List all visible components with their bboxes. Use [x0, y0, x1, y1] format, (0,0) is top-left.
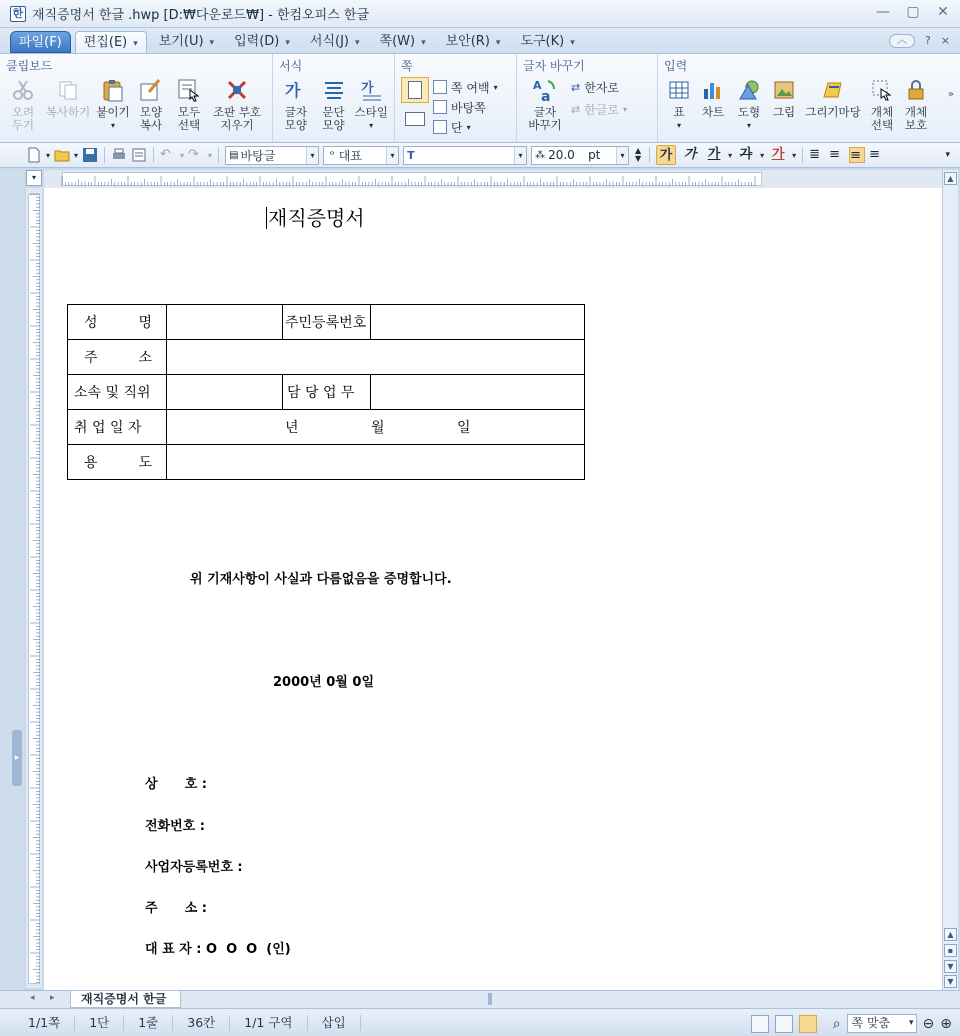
- company-name-label: 상 호 :: [145, 777, 207, 792]
- chevron-down-icon: ▾: [110, 121, 115, 130]
- group-clipboard: [0, 54, 273, 142]
- copy-icon: [55, 77, 81, 103]
- hscroll-thumb[interactable]: [488, 993, 492, 1005]
- print-preview-icon[interactable]: [131, 147, 147, 163]
- to-hangul-label: 한글로: [584, 102, 619, 117]
- toolbar-separator: [153, 147, 154, 163]
- representative-label: 대 표 자 : O O O (인): [145, 942, 291, 957]
- style-label: 스타일: [354, 105, 388, 119]
- label-char: 도: [138, 455, 152, 471]
- page-margin-label: 쪽 여백: [451, 80, 490, 95]
- erase-marks-label: 조판 부호 지우기: [212, 105, 262, 132]
- status-bar: [0, 1008, 960, 1036]
- print-icon[interactable]: [111, 147, 127, 163]
- table-row: [68, 340, 585, 375]
- status-line: 1줄: [124, 1015, 173, 1031]
- status-column: 1단: [75, 1015, 124, 1031]
- hanja-icon: ⇄: [571, 80, 581, 94]
- align-center-icon[interactable]: ≡: [849, 147, 865, 163]
- group-format: [273, 54, 395, 142]
- style-combo[interactable]: [225, 146, 319, 165]
- chevron-down-icon: ▾: [676, 121, 681, 130]
- page-setup-button[interactable]: [401, 77, 429, 103]
- page-large-icons: [401, 77, 429, 131]
- table-cell-duty-value[interactable]: [371, 375, 585, 410]
- help-button[interactable]: ?: [924, 34, 931, 47]
- month-label: 월: [371, 420, 385, 436]
- menu-insert[interactable]: [226, 31, 298, 53]
- erase-marks-icon: [224, 77, 250, 103]
- table-row: [68, 410, 585, 445]
- group-page: [395, 54, 517, 142]
- minimize-button[interactable]: —: [876, 4, 890, 20]
- formatting-toolbar: [0, 143, 960, 168]
- label-char: 소: [138, 350, 152, 366]
- ribbon: [0, 53, 960, 143]
- object-select-label: 개체 선택: [870, 105, 894, 132]
- menu-right-controls: [889, 34, 950, 48]
- status-insert-mode[interactable]: 삽입: [308, 1015, 361, 1031]
- view-controls: [751, 1014, 952, 1033]
- columns-label: 단: [451, 120, 463, 135]
- group-title-page: 쪽: [401, 59, 413, 73]
- char-shape-icon: [283, 77, 309, 103]
- select-all-button[interactable]: [172, 77, 206, 132]
- toolbar-separator: [649, 147, 650, 163]
- left-pane: [0, 170, 24, 990]
- group-char-convert: [517, 54, 658, 142]
- para-shape-icon: [321, 77, 347, 103]
- draw-gallery-icon: [820, 77, 846, 103]
- company-address-label: 주 소 :: [145, 901, 207, 916]
- font-color-button[interactable]: 가: [771, 147, 785, 162]
- title-bar: [0, 0, 960, 28]
- label-char: 주: [84, 350, 98, 366]
- para-shape-label: 문단 모양: [322, 105, 345, 132]
- erase-marks-button[interactable]: [210, 77, 264, 132]
- tab-next-icon[interactable]: ▸: [50, 993, 55, 1003]
- toolbar-overflow-icon[interactable]: ▾: [945, 150, 950, 160]
- style-combo-value: 바탕글: [240, 148, 276, 163]
- page-view-button[interactable]: [799, 1015, 817, 1033]
- status-char: 36칸: [173, 1015, 230, 1031]
- menu-page-label: 쪽(W): [379, 34, 416, 49]
- font-size-icon: ⁂: [535, 149, 546, 161]
- scroll-down-button[interactable]: ▼: [944, 975, 957, 988]
- chevron-down-icon[interactable]: ▾: [792, 150, 797, 160]
- hangul-icon: ⇄: [571, 102, 581, 116]
- background-page-label: 바탕쪽: [451, 100, 486, 115]
- italic-button[interactable]: 가: [683, 147, 697, 162]
- page-icon: [408, 81, 422, 99]
- chevron-down-icon[interactable]: ▾: [306, 147, 318, 164]
- table-cell-label[interactable]: [283, 375, 371, 410]
- table-cell-resident-value[interactable]: [371, 305, 585, 340]
- object-select-button[interactable]: [866, 77, 898, 132]
- to-hangul-button[interactable]: [571, 99, 627, 119]
- menu-page[interactable]: [372, 31, 434, 53]
- menu-format-label: 서식(J): [309, 34, 349, 49]
- chevron-down-icon: ▾: [421, 38, 426, 48]
- char-change-icon: [532, 77, 558, 103]
- next-page-button[interactable]: ▼: [944, 960, 957, 973]
- table-cell-date-value[interactable]: [167, 410, 585, 445]
- chart-button[interactable]: [696, 77, 730, 119]
- vruler-ticks: [26, 188, 42, 988]
- chevron-down-icon: ▾: [746, 121, 751, 130]
- chevron-down-icon: ▾: [466, 122, 471, 132]
- shape-button[interactable]: [732, 77, 766, 132]
- scroll-up-button[interactable]: ▲: [944, 172, 957, 185]
- table-cell-label[interactable]: [68, 410, 167, 445]
- select-cursor-icon: [176, 77, 202, 103]
- menu-view-label: 보기(U): [158, 34, 204, 49]
- format-painter-icon: [138, 77, 164, 103]
- chevron-down-icon[interactable]: ▾: [386, 147, 398, 164]
- chevron-down-icon: ▾: [495, 38, 501, 48]
- label-char: 명: [138, 315, 152, 331]
- hanja-buttons: [571, 77, 627, 119]
- shape-label: 도형: [737, 105, 761, 119]
- zoom-value: 쪽 맞춤: [851, 1016, 891, 1030]
- menu-tools[interactable]: [512, 31, 582, 53]
- chevron-down-icon[interactable]: ▾: [514, 147, 526, 164]
- align-justify-icon[interactable]: ≣: [809, 147, 821, 162]
- font-type-icon: T: [407, 148, 415, 162]
- underline-button[interactable]: 가: [707, 147, 721, 162]
- chevron-down-icon[interactable]: ▾: [74, 150, 79, 160]
- background-page-icon: [433, 100, 447, 114]
- table-cell-position-value[interactable]: [167, 375, 283, 410]
- font-lang-icon: ᄋ: [327, 151, 337, 163]
- menu-edit[interactable]: [75, 31, 147, 53]
- table-cell-label[interactable]: [283, 305, 371, 340]
- web-view-button[interactable]: [775, 1015, 793, 1033]
- close-doc-button[interactable]: ×: [940, 34, 950, 47]
- chevron-down-icon: ▾: [354, 38, 360, 48]
- format-copy-label: 모양 복사: [139, 105, 163, 132]
- table-button[interactable]: [664, 77, 694, 132]
- collapse-ribbon-button[interactable]: ︿: [889, 34, 915, 48]
- chevron-down-icon[interactable]: ▾: [133, 39, 138, 49]
- document-tab-bar: [0, 990, 960, 1008]
- chevron-down-icon: ▾: [369, 121, 374, 130]
- font-combo[interactable]: [403, 146, 527, 165]
- svg-text:가: 가: [284, 81, 301, 100]
- style-list-icon: ▤: [229, 149, 239, 161]
- chevron-down-icon[interactable]: ▾: [616, 147, 628, 164]
- char-change-label: 글자 바꾸기: [528, 105, 562, 132]
- new-document-icon[interactable]: [26, 147, 42, 163]
- copy-label: 복사하기: [45, 105, 91, 119]
- toolbar-separator: [104, 147, 105, 163]
- size-spin-icon[interactable]: ▲ ▼: [634, 146, 642, 163]
- menu-view[interactable]: [151, 31, 222, 53]
- table-cell-label[interactable]: [68, 445, 167, 480]
- vertical-ruler[interactable]: [26, 188, 42, 988]
- zoom-in-icon[interactable]: ⊕: [940, 1015, 952, 1032]
- redo-icon[interactable]: ↷: [188, 147, 199, 162]
- group-title-insert: 입력: [664, 59, 688, 73]
- document-title[interactable]: [266, 202, 365, 231]
- chevron-down-icon: ▾: [623, 104, 628, 114]
- close-button[interactable]: ✕: [937, 4, 949, 20]
- menu-edit-label: 편집(E): [83, 35, 128, 50]
- chart-icon: [700, 77, 726, 103]
- font-size-value: 20.0: [548, 148, 575, 162]
- picture-button[interactable]: [768, 77, 800, 119]
- page-margin-icon: [433, 80, 447, 94]
- label-char: 성: [84, 315, 98, 331]
- page-margin-button[interactable]: [433, 77, 498, 97]
- table-row: [68, 375, 585, 410]
- chevron-down-icon[interactable]: ▾: [180, 150, 185, 160]
- to-hanja-label: 한자로: [584, 80, 619, 95]
- svg-text:a: a: [541, 89, 551, 103]
- style-button[interactable]: [354, 77, 388, 132]
- chevron-down-icon[interactable]: ▾: [728, 150, 733, 160]
- align-right-icon[interactable]: ≡: [869, 147, 881, 162]
- document-tab[interactable]: 재직증명서 한글: [70, 991, 181, 1008]
- char-shape-button[interactable]: [279, 77, 313, 132]
- background-page-button[interactable]: [433, 97, 498, 117]
- toolbar-separator: [218, 147, 219, 163]
- date-fields: [173, 417, 578, 437]
- chevron-down-icon[interactable]: ▾: [46, 150, 51, 160]
- menu-file[interactable]: 파일(F): [10, 31, 71, 53]
- certificate-table[interactable]: [67, 304, 585, 480]
- object-protect-button[interactable]: [900, 77, 932, 132]
- group-title-format: 서식: [279, 59, 303, 73]
- tab-prev-icon[interactable]: ◂: [30, 993, 35, 1003]
- chevron-down-icon[interactable]: ▾: [909, 1018, 914, 1028]
- para-shape-button[interactable]: [317, 77, 351, 132]
- char-change-button[interactable]: [523, 77, 567, 132]
- char-shape-label: 글자 모양: [284, 105, 307, 132]
- select-all-label: 모두 선택: [177, 105, 201, 132]
- ribbon-more-icon[interactable]: »: [947, 89, 954, 100]
- menu-security[interactable]: [438, 31, 509, 53]
- maximize-button[interactable]: ▢: [906, 4, 920, 20]
- table-cell-label[interactable]: [68, 375, 167, 410]
- page-small-buttons: [433, 77, 498, 137]
- table-row: [68, 445, 585, 480]
- document-page[interactable]: [44, 188, 942, 991]
- cut-label: 오려 두기: [11, 105, 35, 132]
- draw-gallery-button[interactable]: [802, 77, 864, 119]
- copy-button[interactable]: [44, 77, 92, 119]
- status-section: 1/1 구역: [230, 1015, 307, 1031]
- group-title-clipboard: 클립보드: [6, 59, 53, 73]
- text-caret: [266, 207, 267, 229]
- phone-label: 전화번호 :: [145, 819, 205, 834]
- zoom-combo[interactable]: [847, 1014, 917, 1033]
- horizontal-ruler[interactable]: [44, 170, 942, 188]
- window-controls: [874, 4, 952, 20]
- menu-security-label: 보안(R): [445, 34, 490, 49]
- table-cell-name-value[interactable]: [167, 305, 283, 340]
- undo-icon[interactable]: ↶: [160, 147, 171, 162]
- chevron-down-icon: ▾: [285, 38, 290, 48]
- label-resident-no: 주민등록번호: [285, 315, 367, 331]
- day-label: 일: [457, 420, 471, 436]
- font-size-unit: pt: [588, 148, 601, 162]
- shape-icon: [736, 77, 762, 103]
- object-protect-label: 개체 보호: [904, 105, 928, 132]
- chevron-down-icon: ▾: [570, 38, 575, 48]
- document-title-text: 재직증명서: [268, 206, 365, 230]
- issue-date: 2000년 0월 0일: [273, 675, 374, 690]
- align-left-icon[interactable]: ≡: [829, 147, 841, 162]
- year-label: 년: [285, 420, 299, 436]
- format-copy-button[interactable]: [134, 77, 168, 132]
- open-folder-icon[interactable]: [54, 147, 70, 163]
- ruler-corner-button[interactable]: ▾: [26, 170, 42, 186]
- zoom-out-icon[interactable]: ⊖: [922, 1015, 935, 1032]
- columns-icon: [433, 120, 447, 134]
- chevron-down-icon[interactable]: ▾: [208, 150, 213, 160]
- magnifier-icon: ⌕: [832, 1015, 841, 1032]
- style-icon: [358, 77, 384, 103]
- chevron-down-icon[interactable]: ▾: [760, 150, 765, 160]
- svg-text:A: A: [533, 79, 542, 92]
- paste-label: 붙이기: [96, 105, 130, 119]
- chevron-down-icon: ▾: [209, 38, 215, 48]
- menu-insert-label: 입력(D): [234, 34, 280, 49]
- prev-page-button[interactable]: ▲: [944, 928, 957, 941]
- group-title-char-convert: 글자 바꾸기: [523, 59, 585, 73]
- table-cell-label[interactable]: [68, 340, 167, 375]
- clipboard-paste-icon: [100, 77, 126, 103]
- business-reg-no-label: 사업자등록번호 :: [145, 860, 243, 875]
- hwp-app-icon: 한: [10, 6, 26, 22]
- menu-tools-label: 도구(K): [520, 34, 565, 49]
- table-label: 표: [673, 105, 685, 119]
- page-button[interactable]: ▪: [944, 944, 957, 957]
- menu-bar: [0, 28, 960, 53]
- table-cell-purpose-value[interactable]: [167, 445, 585, 480]
- label-duty: 담 당 업 무: [287, 385, 355, 401]
- page-landscape-icon: [405, 112, 425, 126]
- font-lang-value: 대표: [338, 148, 362, 163]
- table-row: [68, 305, 585, 340]
- label-dept-position: 소속 및 직위: [74, 385, 151, 401]
- picture-icon: [771, 77, 797, 103]
- group-insert: [658, 54, 956, 142]
- picture-label: 그림: [772, 105, 796, 119]
- page-orientation-button[interactable]: [401, 107, 429, 131]
- scissors-icon: [10, 77, 36, 103]
- table-cell-address-value[interactable]: [167, 340, 585, 375]
- columns-button[interactable]: [433, 117, 498, 137]
- object-select-icon: [869, 77, 895, 103]
- chart-label: 차트: [701, 105, 725, 119]
- certification-statement: 위 기재사항이 사실과 다름없음을 증명합니다.: [190, 572, 452, 587]
- bold-button[interactable]: 가: [656, 145, 676, 165]
- strikethrough-button[interactable]: 가: [739, 147, 753, 162]
- status-page: 1/1쪽: [0, 1015, 75, 1031]
- toolbar-separator: [802, 147, 803, 163]
- window-title: 재직증명서 한글 .hwp [D:₩다운로드₩] - 한컴오피스 한글: [32, 8, 370, 23]
- vertical-scrollbar[interactable]: [942, 170, 958, 990]
- table-icon: [666, 77, 692, 103]
- font-lang-combo[interactable]: [323, 146, 399, 165]
- cut-button[interactable]: [6, 77, 40, 132]
- pane-toggle-handle[interactable]: ▸: [12, 730, 22, 786]
- ruler-ticks: [44, 170, 942, 188]
- lock-icon: [903, 77, 929, 103]
- paste-button[interactable]: [96, 77, 130, 132]
- chevron-down-icon: ▾: [493, 82, 498, 92]
- menu-format[interactable]: [302, 31, 368, 53]
- label-char: 용: [84, 455, 98, 471]
- to-hanja-button[interactable]: [571, 77, 627, 97]
- table-cell-label[interactable]: [68, 305, 167, 340]
- draw-gallery-label: 그리기마당: [805, 105, 861, 119]
- svg-text:가: 가: [361, 81, 374, 96]
- label-employment-date: 취 업 일 자: [74, 420, 142, 436]
- normal-view-button[interactable]: [751, 1015, 769, 1033]
- font-size-combo[interactable]: [531, 146, 629, 165]
- save-icon[interactable]: [82, 147, 98, 163]
